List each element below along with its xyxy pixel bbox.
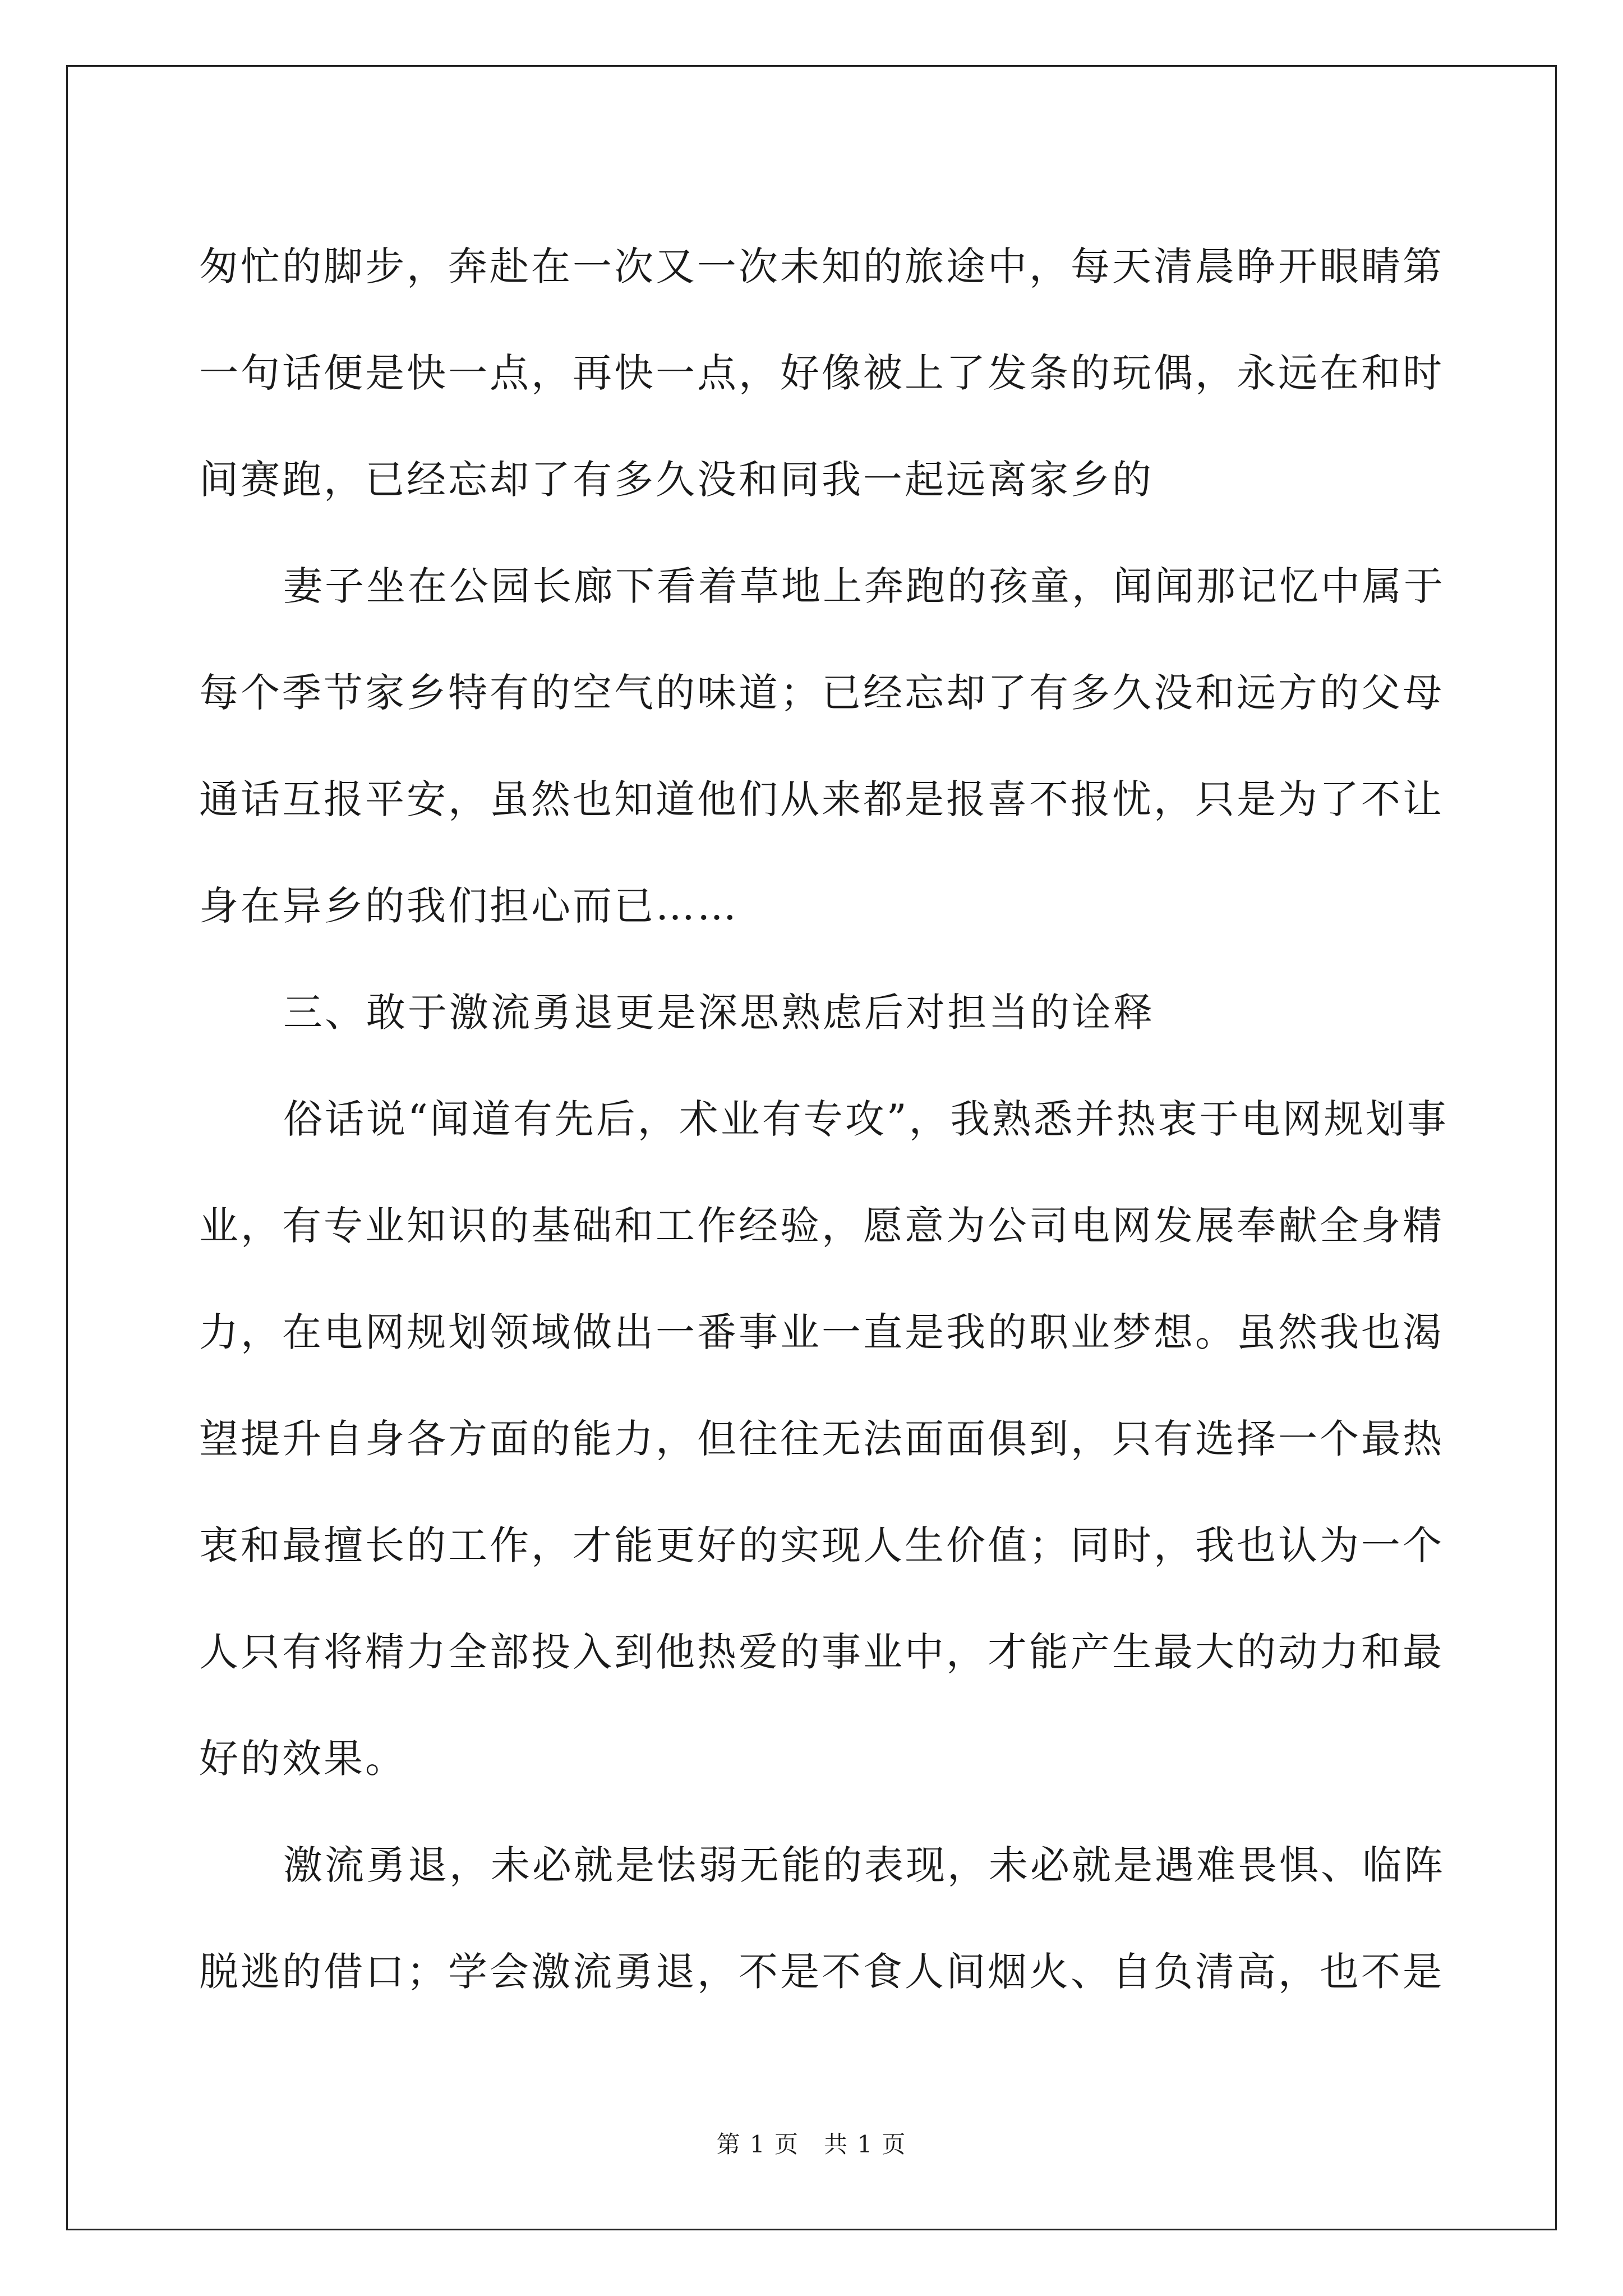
text-line: 每个季节家乡特有的空气的味道；已经忘却了有多久没和远方的父母 [199,670,1444,716]
text-line: 衷和最擅长的工作，才能更好的实现人生价值；同时，我也认为一个 [199,1522,1444,1568]
section-heading: 三、敢于激流勇退更是深思熟虑后对担当的诠释 [283,990,1155,1036]
paragraph-start-line: 激流勇退，未必就是怯弱无能的表现，未必就是遇难畏惧、临阵 [283,1842,1445,1888]
paragraph-start-line: 妻子坐在公园长廊下看着草地上奔跑的孩童，闻闻那记忆中属于 [283,563,1445,609]
text-line: 力，在电网规划领域做出一番事业一直是我的职业梦想。虽然我也渴 [199,1309,1444,1355]
text-line: 匆忙的脚步，奔赴在一次又一次未知的旅途中，每天清晨睁开眼睛第 [199,243,1444,289]
text-line: 业，有专业知识的基础和工作经验，愿意为公司电网发展奉献全身精 [199,1203,1444,1249]
text-line: 脱逃的借口；学会激流勇退，不是不食人间烟火、自负清高，也不是 [199,1949,1444,1995]
text-line: 人只有将精力全部投入到他热爱的事业中，才能产生最大的动力和最 [199,1629,1444,1675]
text-line: 间赛跑，已经忘却了有多久没和同我一起远离家乡的 [199,457,1154,503]
text-line: 通话互报平安，虽然也知道他们从来都是报喜不报忧，只是为了不让 [199,776,1444,822]
paragraph-start-line: 俗话说“闻道有先后，术业有专攻”，我熟悉并热衷于电网规划事 [283,1096,1449,1142]
document-body [199,213,1449,2025]
text-line: 身在异乡的我们担心而已…… [199,883,739,929]
page-number-footer: 第 1 页 共 1 页 [716,2131,907,2158]
text-line: 望提升自身各方面的能力，但往往无法面面俱到，只有选择一个最热 [199,1416,1444,1462]
text-line: 好的效果。 [199,1736,407,1782]
text-line: 一句话便是快一点，再快一点，好像被上了发条的玩偶，永远在和时 [199,350,1444,396]
